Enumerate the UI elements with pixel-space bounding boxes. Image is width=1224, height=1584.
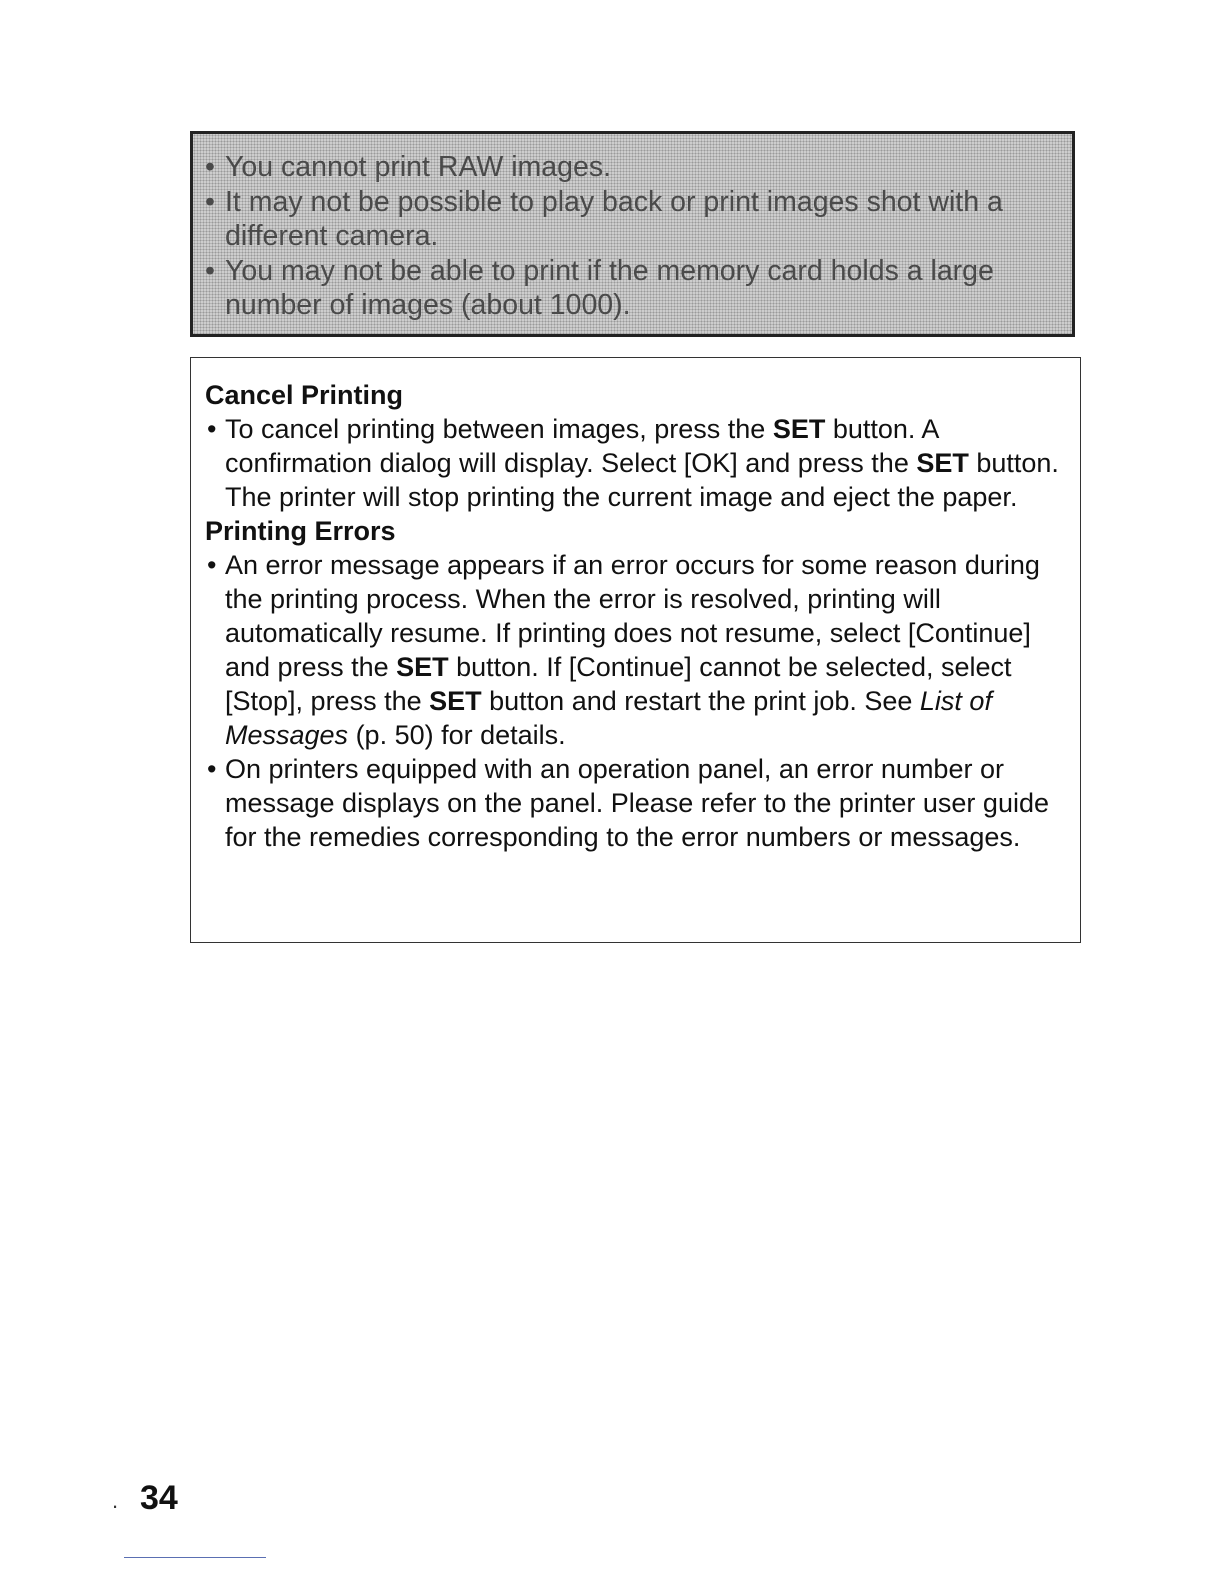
text-segment: (p. 50) for details.: [348, 720, 566, 750]
caution-item-large-card: • You may not be able to print if the memory card holds a large number of images (about 1000).: [201, 254, 1052, 323]
list-of-messages-reference: List of Messages: [225, 686, 992, 750]
set-button-label: SET: [429, 686, 482, 716]
text-segment: An error message appears if an error occurs for some reason during the printing process. When the error is resolved, printing will automatically resume. If printing does not resume, select [Continue] and press the: [225, 550, 1040, 682]
cancel-printing-heading: Cancel Printing: [205, 380, 404, 410]
caution-list: [201, 150, 1052, 323]
caution-note-box: [190, 131, 1075, 337]
printing-info-box: [190, 357, 1081, 943]
set-button-label: SET: [916, 448, 969, 478]
caution-item-raw: • You cannot print RAW images.: [201, 150, 1052, 185]
text-segment: To cancel printing between images, press the: [225, 414, 773, 444]
cancel-printing-item: [205, 412, 1062, 514]
cancel-printing-list: [205, 412, 1062, 514]
set-button-label: SET: [772, 414, 826, 444]
caution-item-different-camera: • It may not be possible to play back or print images shot with a different camera.: [201, 185, 1052, 254]
page-marker-dot: .: [112, 1488, 119, 1513]
text-segment: button. The printer will stop printing the current image and eject the paper.: [225, 448, 1059, 512]
printing-errors-item-panel: • On printers equipped with an operation panel, an error number or message displays on the panel. Please refer to the printer user guide for the remedies corresponding to the error numbers or messages.: [205, 752, 1062, 854]
footer-rule: [124, 1557, 266, 1558]
set-button-label: SET: [396, 652, 449, 682]
page-number: 34: [140, 1479, 178, 1517]
text-segment: button. A confirmation dialog will display. Select [OK] and press the: [225, 414, 938, 478]
printing-errors-item-resume: [205, 548, 1062, 752]
printing-errors-list: [205, 548, 1062, 854]
text-segment: button. If [Continue] cannot be selected, select [Stop], press the: [225, 652, 1012, 716]
printing-errors-heading: Printing Errors: [205, 516, 396, 546]
text-segment: button and restart the print job. See: [481, 686, 920, 716]
